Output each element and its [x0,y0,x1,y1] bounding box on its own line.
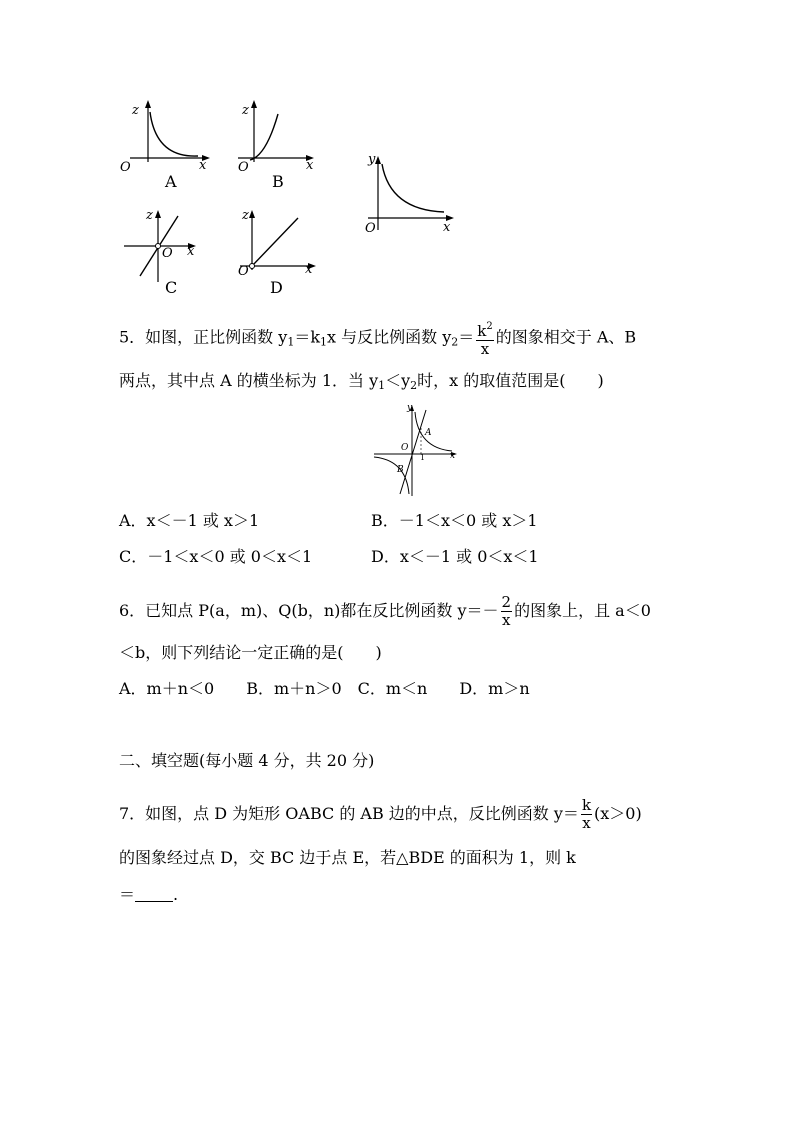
graph-b-z-label: z [242,103,249,118]
q5-fig-point-b: B [397,465,404,475]
q5-fig-tick-one: 1 [420,453,426,462]
q7-frac-num: k [581,796,592,814]
graph-c-x-label: x [187,244,195,259]
graph-main-origin: O [365,221,376,236]
q5-eq1: ＝k [294,327,321,347]
q5-option-b: B．－1＜x＜0 或 x＞1 [371,511,538,530]
q5-line2-sub2: 2 [410,379,418,392]
q5-fig-point-a: A [425,428,432,438]
q5-fig-y-label: y [407,403,413,413]
graph-b-origin: O [238,160,249,175]
graph-a-origin: O [120,160,131,175]
section-heading: 二、填空题(每小题 4 分，共 20 分) [119,751,375,770]
graph-main-x-label: x [443,220,451,235]
q7-prefix: 7．如图，点 D 为矩形 OABC 的 AB 边的中点，反比例函数 y＝ [119,804,579,823]
q7-line3 [119,885,178,905]
q5-option-d: D．x＜－1 或 0＜x＜1 [371,547,539,566]
q6-frac-den: x [502,611,511,629]
graph-d-z-label: z [242,208,249,223]
graph-b-caption: B [272,172,284,191]
q5-option-a: A．x＜－1 或 x＞1 [119,511,260,530]
q6-options: A．m＋n＜0 B．m＋n＞0 C．m＜n D．m＞n [119,679,530,698]
q5-line2b: ＜y [385,371,411,390]
q5-sub2: 2 [451,335,459,349]
graph-c [118,204,208,284]
q5-fig-origin: O [401,443,409,453]
graph-d-caption: D [270,278,283,297]
q5-line2c: 时，x 的取值范围是( ) [417,371,604,390]
graph-c-z-label: z [146,208,153,223]
graph-a-caption: A [165,172,177,191]
q5-line2-sub1: 1 [378,379,386,392]
q5-suffix: 的图象相交于 A、B [495,327,637,347]
q6-fraction [501,594,513,629]
graph-d-origin: O [238,264,249,279]
answer-blank[interactable] [135,887,173,902]
q5-option-c: C．－1＜x＜0 或 0＜x＜1 [119,547,313,566]
q5-line1 [119,318,636,358]
q7-line1 [119,797,642,832]
q5-frac-sup: 2 [486,321,493,332]
q5-figure [370,402,460,498]
graph-main-y-label: y [368,152,376,167]
q7-frac-den: x [582,814,591,832]
q5-frac-den: x [476,340,493,358]
q7-line3-eq: ＝ [119,885,136,904]
q7-line3-end: . [173,885,179,904]
q7-line2: 的图象经过点 D，交 BC 边于点 E，若△BDE 的面积为 1，则 k [119,848,576,867]
q6-prefix: 6．已知点 P(a，m)、Q(b，n)都在反比例函数 y＝－ [119,601,499,620]
q5-fraction [476,318,493,358]
q5-line2a: 两点，其中点 A 的横坐标为 1．当 y [119,371,379,390]
q7-fraction [581,797,592,832]
q7-suffix: (x＞0) [594,804,642,823]
graph-b-x-label: x [306,158,314,173]
q6-frac-num: 2 [501,593,512,611]
graph-a-x-label: x [199,158,207,173]
q5-line2 [119,371,604,396]
graph-a-z-label: z [132,103,139,118]
q6-suffix: 的图象上，且 a＜0 [514,601,651,620]
q5-mid: x 与反比例函数 y [327,327,452,347]
q6-line2: ＜b，则下列结论一定正确的是( ) [119,643,382,662]
q5-eq2: ＝ [458,327,475,347]
q5-frac-num: k [477,322,487,340]
q5-prefix: 5．如图，正比例函数 y [119,327,288,347]
q5-fig-x-label: x [450,451,456,461]
graph-c-origin: O [162,246,173,261]
graph-c-caption: C [165,278,178,297]
q5-sub1: 1 [287,335,295,349]
q6-line1 [119,594,651,629]
q5-subk: 1 [320,335,328,349]
graph-d-x-label: x [305,262,313,277]
